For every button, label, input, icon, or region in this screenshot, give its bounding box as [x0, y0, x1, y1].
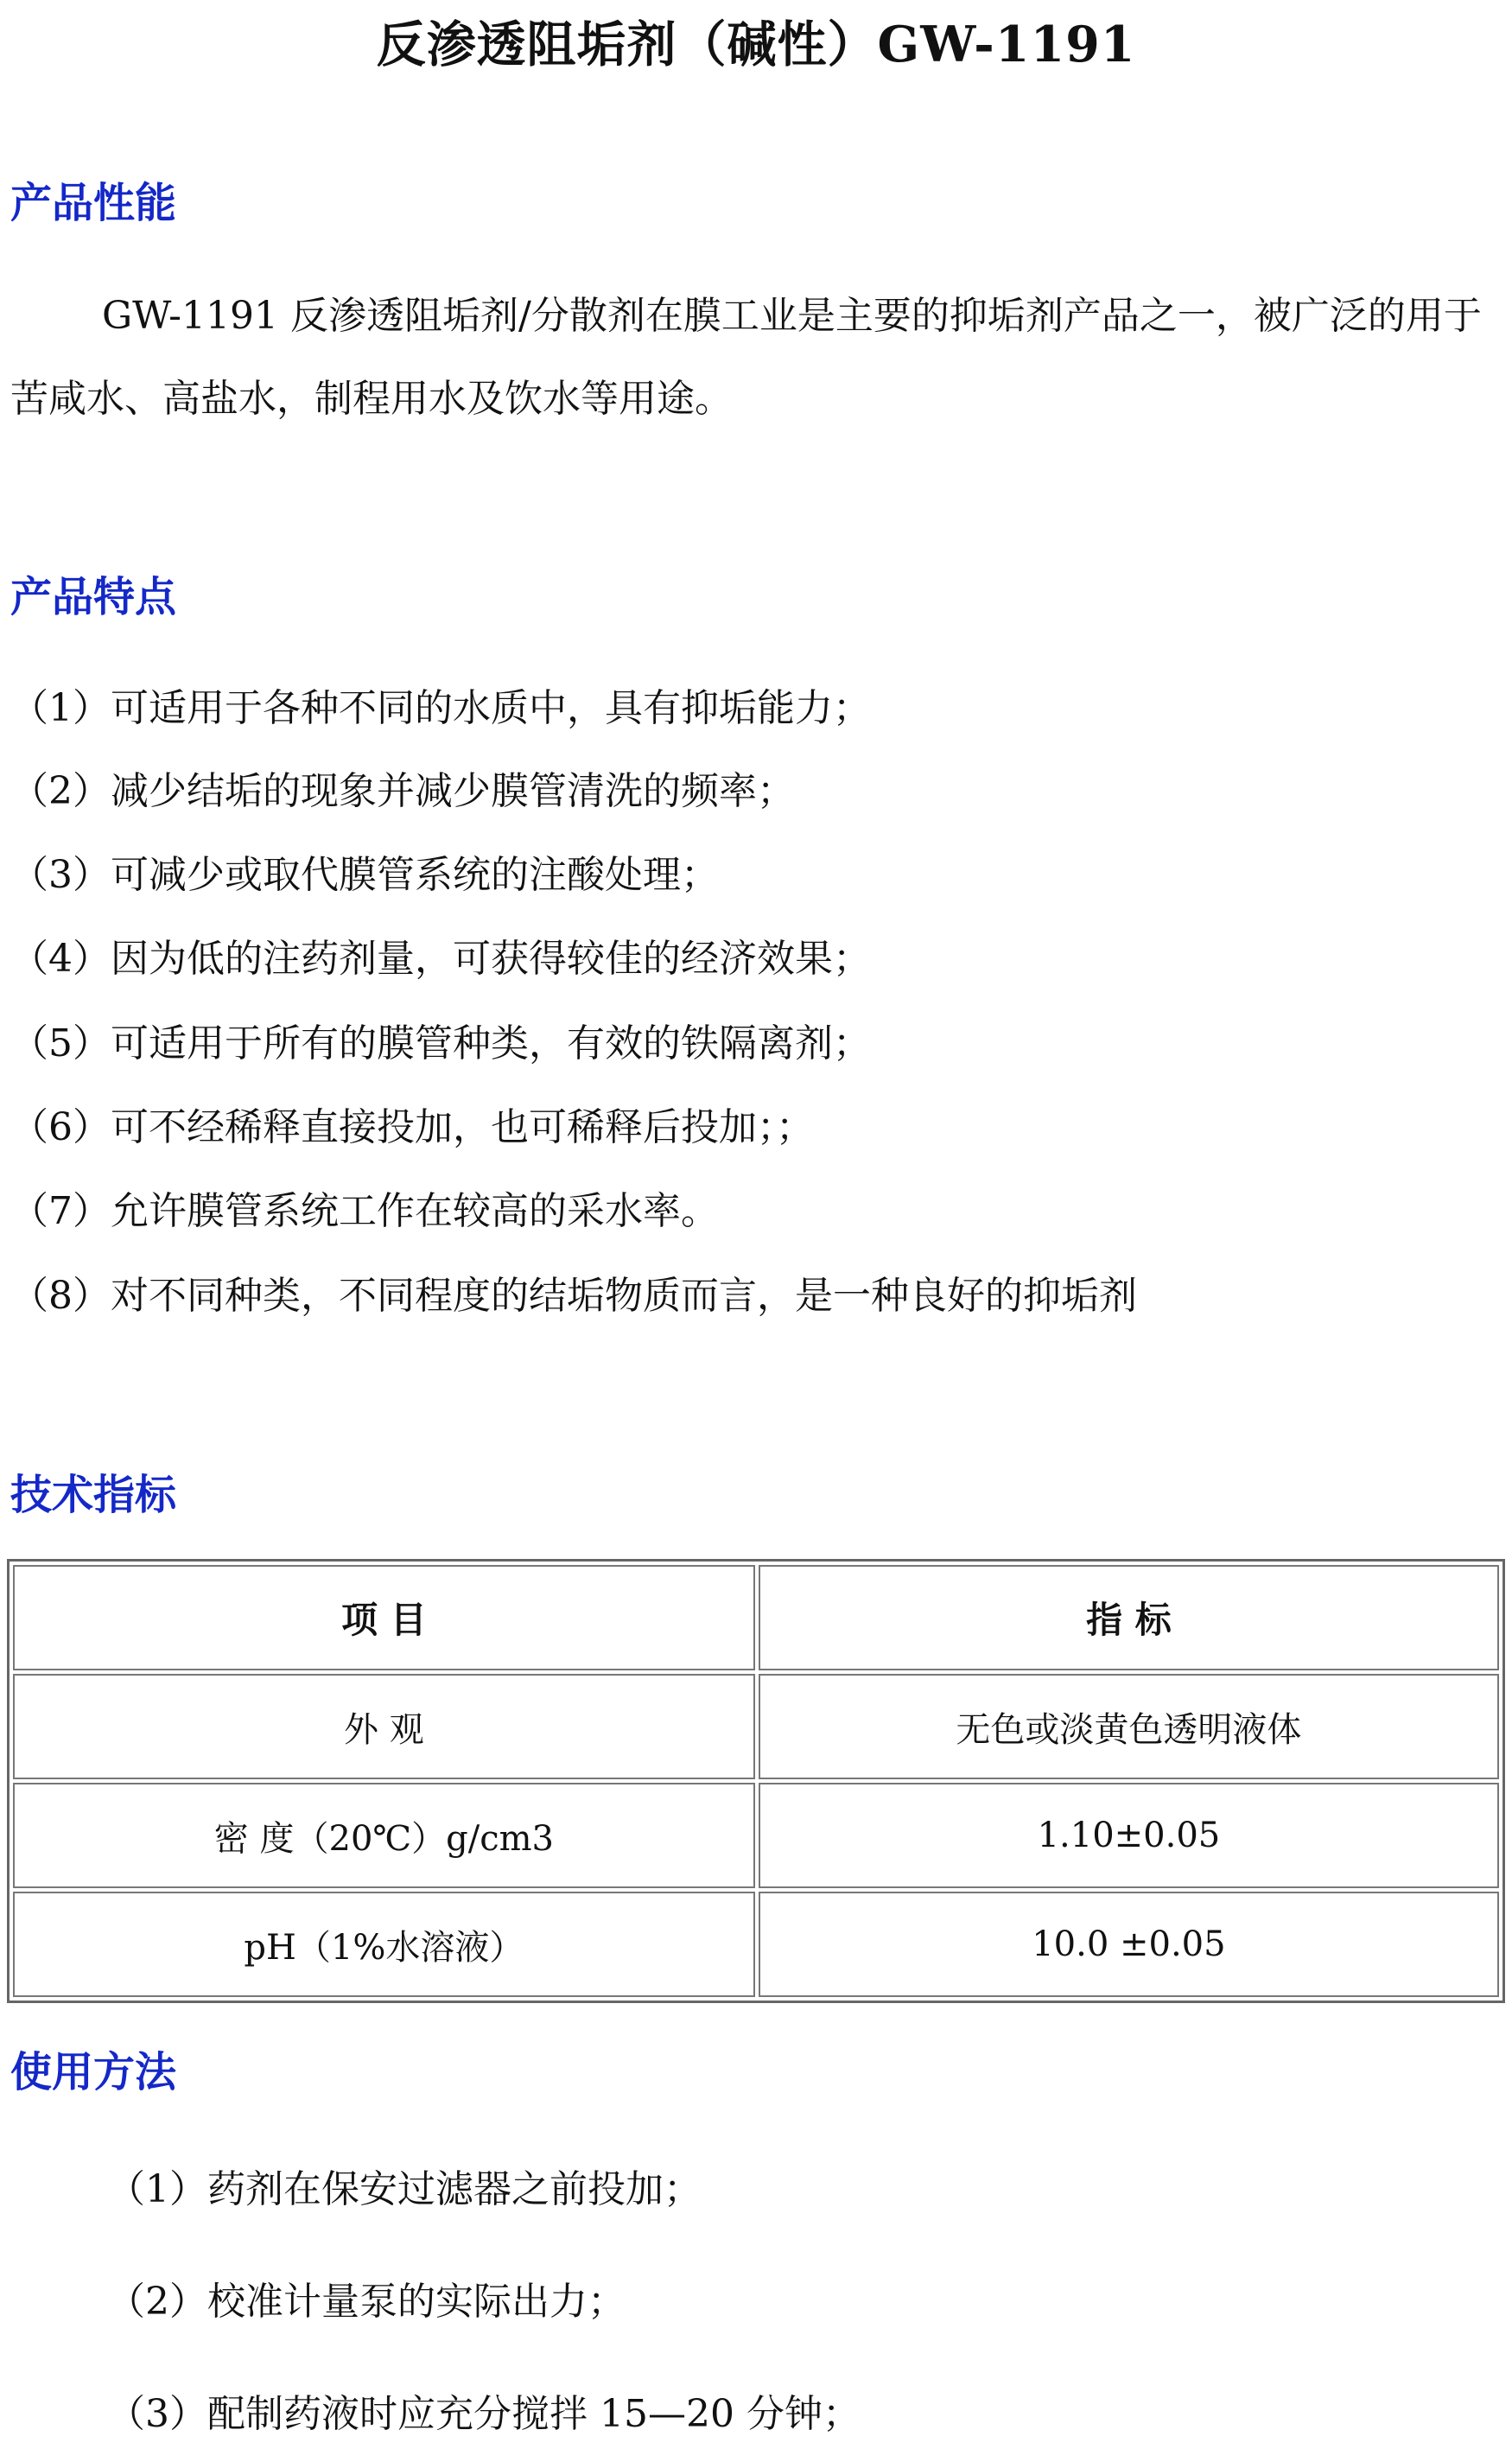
table-header-row	[13, 1565, 1499, 1670]
table-row	[13, 1892, 1499, 1997]
feature-item-8: （8）对不同种类，不同程度的结垢物质而言，是一种良好的抑垢剂	[10, 1274, 1137, 1318]
performance-text: GW-1191 反渗透阻垢剂/分散剂在膜工业是主要的抑垢剂产品之一，被广泛的用于苦咸水、高盐水，制程用水及饮水等用途。	[10, 294, 1482, 421]
feature-item-1: （1）可适用于各种不同的水质中，具有抑垢能力；	[10, 686, 871, 730]
table-cell-item: pH（1%水溶液）	[13, 1892, 755, 1997]
performance-paragraph	[10, 275, 1496, 441]
feature-item-7: （7）允许膜管系统工作在较高的采水率。	[10, 1189, 719, 1233]
section-heading-usage: 使用方法	[10, 2048, 177, 2096]
spec-table	[7, 1559, 1505, 2003]
feature-item-4: （4）因为低的注药剂量，可获得较佳的经济效果；	[10, 937, 871, 981]
feature-item-5: （5）可适用于所有的膜管种类，有效的铁隔离剂；	[10, 1021, 871, 1065]
section-heading-performance: 产品性能	[10, 179, 177, 227]
table-header-spec: 指 标	[759, 1565, 1499, 1670]
feature-item-2: （2）减少结垢的现象并减少膜管清洗的频率；	[10, 769, 795, 813]
usage-item-2: （2）校准计量泵的实际出力；	[107, 2280, 626, 2324]
table-cell-item: 外 观	[13, 1674, 755, 1779]
feature-item-6: （6）可不经稀释直接投加，也可稀释后投加；；	[10, 1105, 814, 1149]
table-cell-spec: 无色或淡黄色透明液体	[759, 1674, 1499, 1779]
document-title: 反渗透阻垢剂（碱性）GW-1191	[376, 16, 1136, 73]
section-heading-specs: 技术指标	[10, 1471, 177, 1519]
table-cell-item: 密 度（20℃）g/cm3	[13, 1783, 755, 1888]
usage-item-1: （1）药剂在保安过滤器之前投加；	[107, 2167, 702, 2211]
usage-item-3: （3）配制药液时应充分搅拌 15—20 分钟；	[107, 2392, 861, 2436]
table-cell-spec: 10.0 ±0.05	[759, 1892, 1499, 1997]
table-row	[13, 1783, 1499, 1888]
section-heading-features: 产品特点	[10, 573, 177, 621]
table-header-item: 项 目	[13, 1565, 755, 1670]
table-row	[13, 1674, 1499, 1779]
feature-item-3: （3）可减少或取代膜管系统的注酸处理；	[10, 853, 719, 897]
table-cell-spec: 1.10±0.05	[759, 1783, 1499, 1888]
